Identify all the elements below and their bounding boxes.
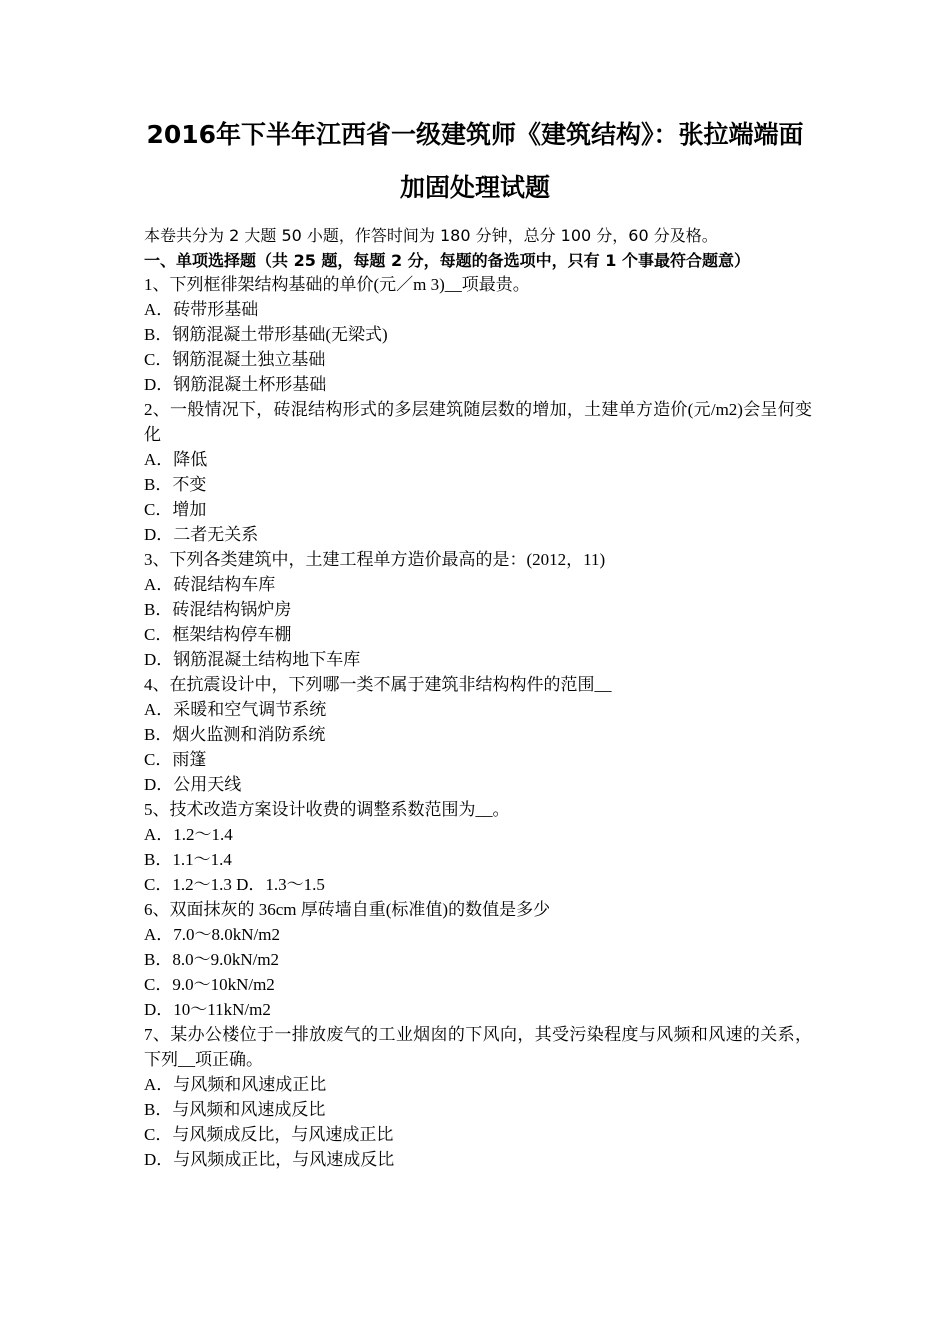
answer-option: C．9.0～10kN/m2 [144,975,275,994]
section-heading: 一、单项选择题（共 25 题，每题 2 分，每题的备选项中，只有 1 个事最符合题意） [144,251,750,270]
question-block [144,797,812,897]
question-block [144,1022,812,1172]
answer-option: B．钢筋混凝土带形基础(无梁式) [144,325,388,344]
answer-option: C．框架结构停车棚 [144,625,292,644]
answer-option: A．7.0～8.0kN/m2 [144,925,280,944]
answer-option: A．采暖和空气调节系统 [144,700,327,719]
answer-option: D．钢筋混凝土结构地下车库 [144,650,361,669]
document-title: 2016年下半年江西省一级建筑师《建筑结构》：张拉端端面 [146,120,804,149]
question-stem: 6、双面抹灰的 36cm 厚砖墙自重(标准值)的数值是多少 [144,900,551,919]
answer-option: A．砖混结构车库 [144,575,276,594]
question-block [144,272,812,397]
question-block [144,672,812,797]
answer-option: C．钢筋混凝土独立基础 [144,350,326,369]
question-stem: 2、一般情况下，砖混结构形式的多层建筑随层数的增加，土建单方造价(元/m2)会呈何变化 [144,400,812,444]
answer-option: A．1.2～1.4 [144,825,233,844]
answer-option: B．砖混结构锅炉房 [144,600,292,619]
answer-option: D．钢筋混凝土杯形基础 [144,375,327,394]
answer-option: B．8.0～9.0kN/m2 [144,950,280,969]
answer-option: A．砖带形基础 [144,300,259,319]
answer-option: C．1.2～1.3 D．1.3～1.5 [144,875,325,894]
exam-intro: 本卷共分为 2 大题 50 小题，作答时间为 180 分钟，总分 100 分，60 分及格。 [144,226,718,245]
question-block [144,547,812,672]
answer-option: B．与风频和风速成反比 [144,1100,326,1119]
answer-option: C．与风频成反比，与风速成正比 [144,1125,394,1144]
answer-option: A．降低 [144,450,208,469]
answer-option: B．不变 [144,475,207,494]
question-stem: 1、下列框徘架结构基础的单价(元／m 3)__项最贵。 [144,275,530,294]
answer-option: D．10～11kN/m2 [144,1000,271,1019]
answer-option: B．1.1～1.4 [144,850,232,869]
answer-option: D．公用天线 [144,775,242,794]
question-stem: 3、下列各类建筑中，土建工程单方造价最高的是：(2012，11) [144,550,606,569]
answer-option: C．雨篷 [144,750,207,769]
question-stem: 4、在抗震设计中，下列哪一类不属于建筑非结构构件的范围__ [144,675,612,694]
answer-option: C．增加 [144,500,207,519]
answer-option: B．烟火监测和消防系统 [144,725,326,744]
question-block [144,397,812,547]
document-title-continued: 加固处理试题 [399,173,550,202]
question-stem: 5、技术改造方案设计收费的调整系数范围为__。 [144,800,510,819]
answer-option: D．与风频成正比，与风速成反比 [144,1150,395,1169]
document-body [144,223,812,1172]
answer-option: A．与风频和风速成正比 [144,1075,327,1094]
question-stem: 7、某办公楼位于一排放废气的工业烟囱的下风向，其受污染程度与风频和风速的关系，下列__项正确。 [144,1025,812,1069]
answer-option: D．二者无关系 [144,525,259,544]
question-block [144,897,812,1022]
